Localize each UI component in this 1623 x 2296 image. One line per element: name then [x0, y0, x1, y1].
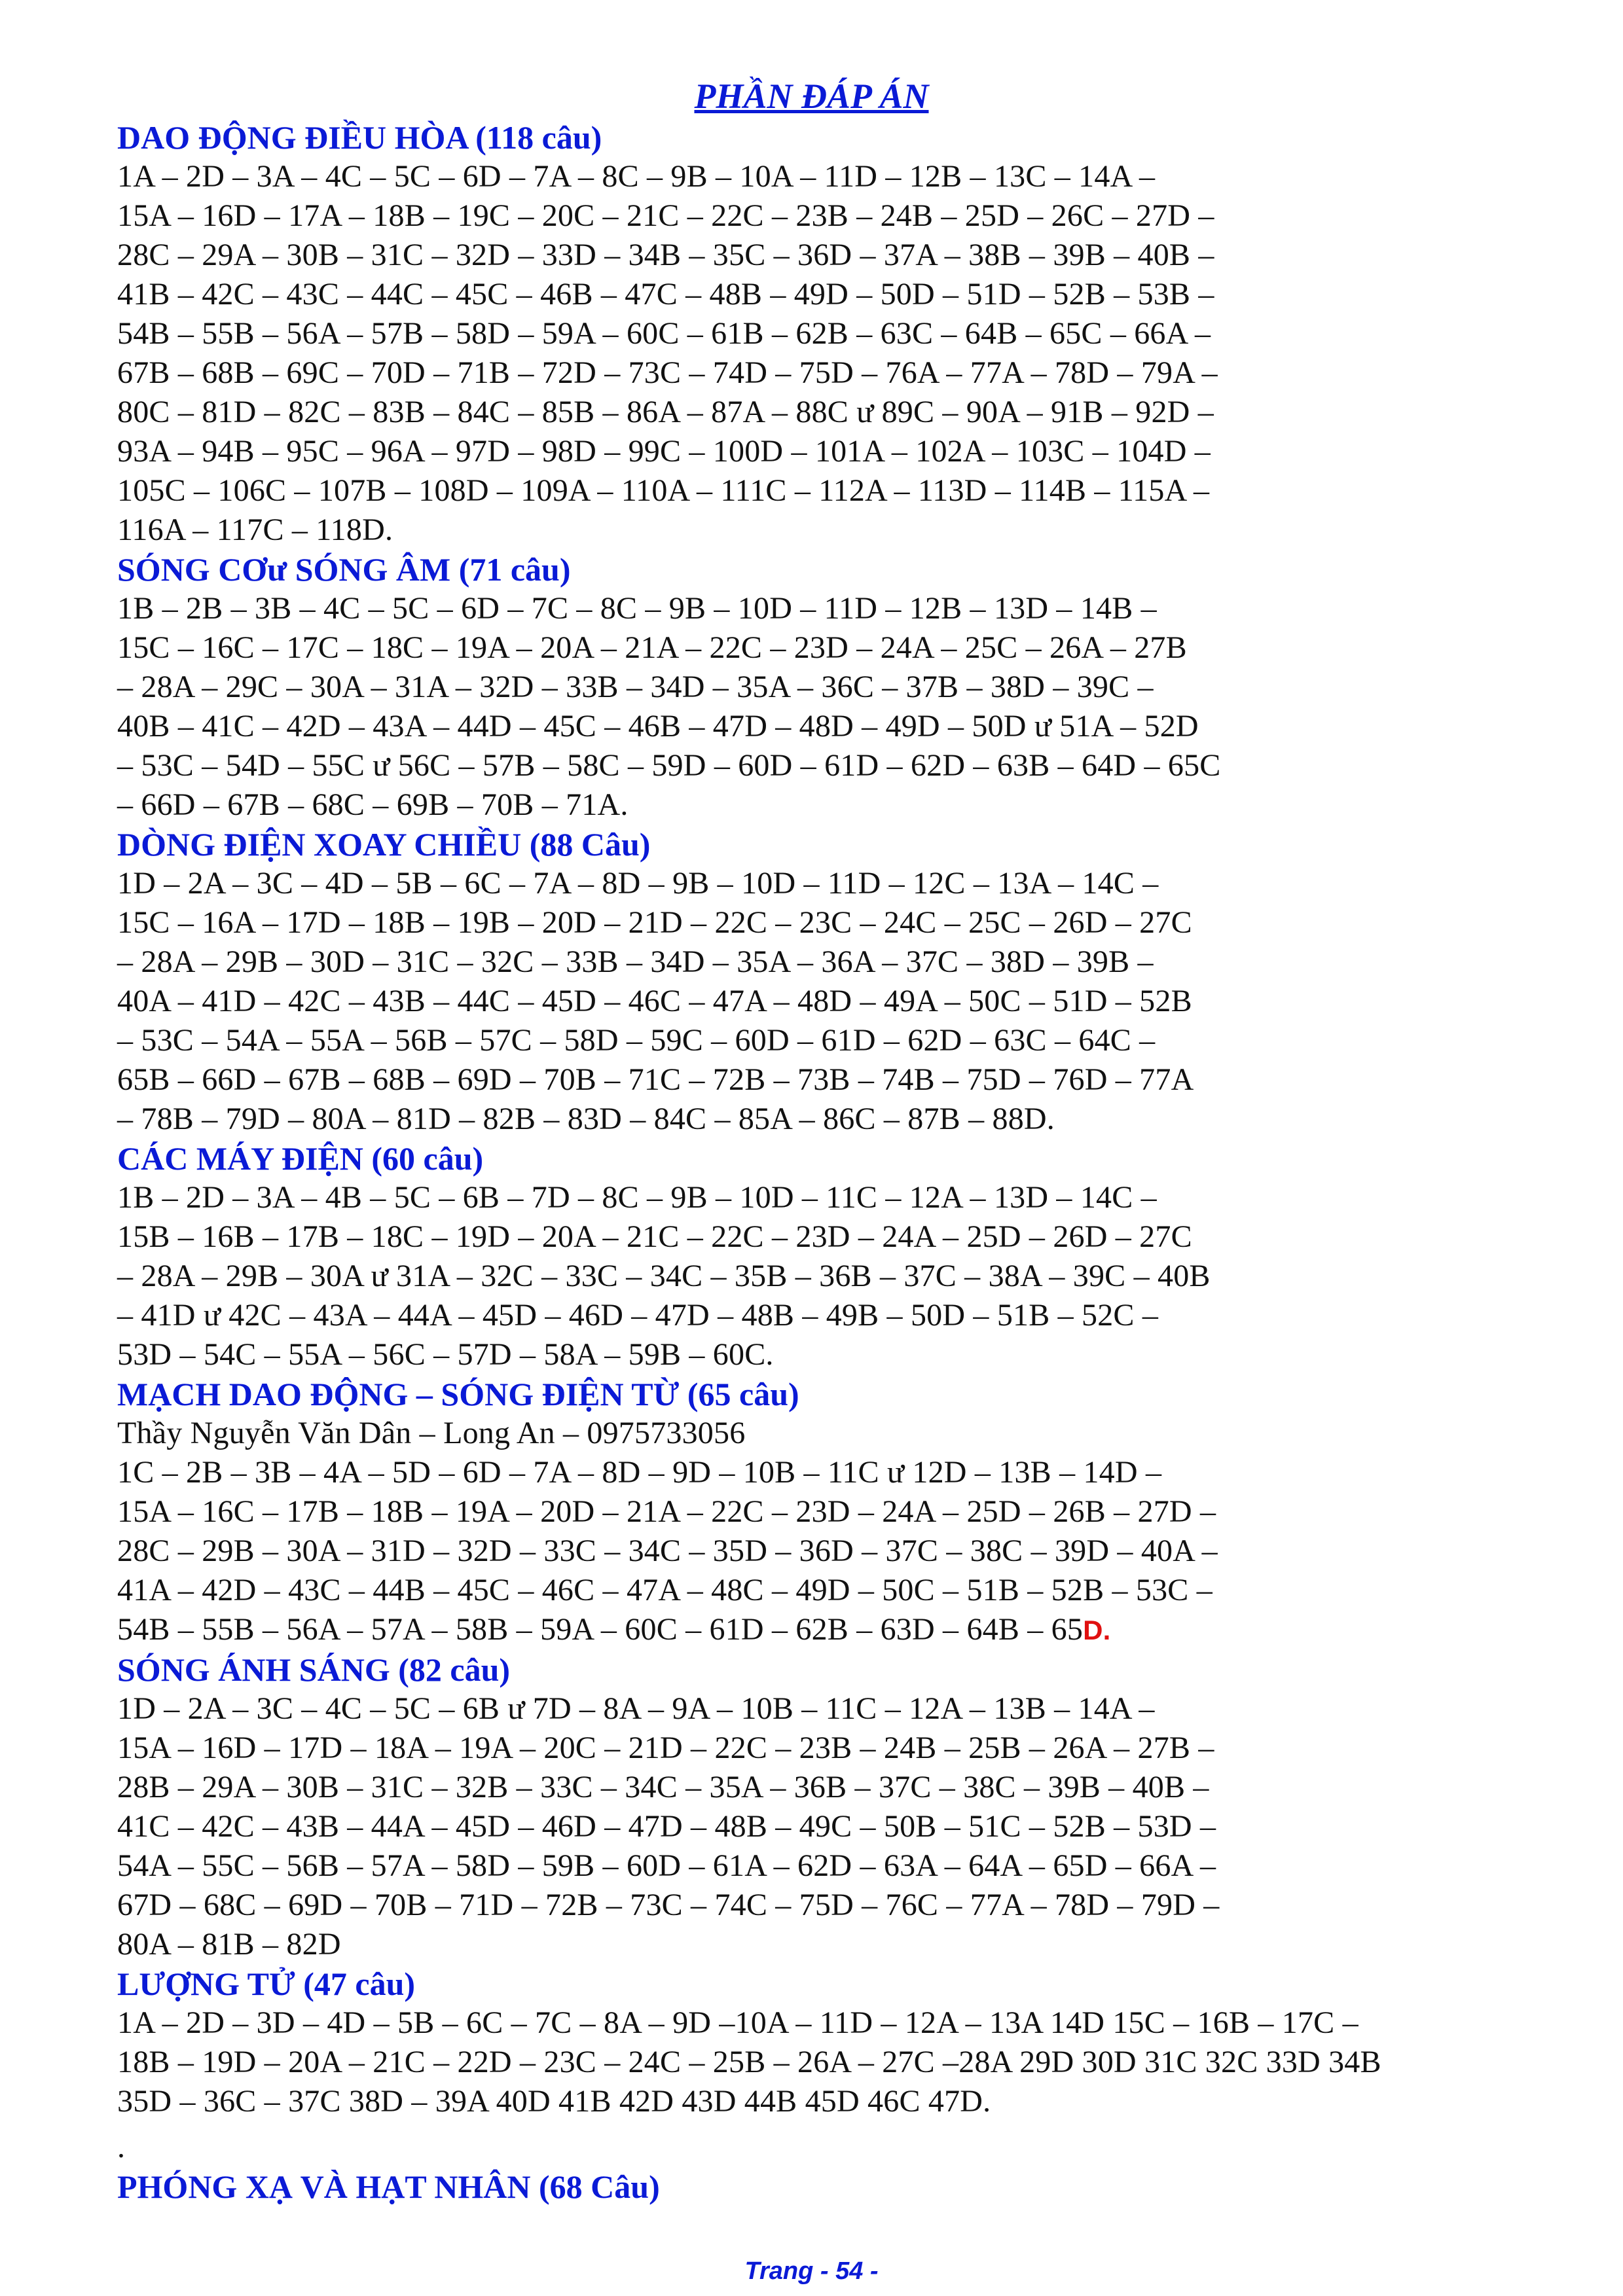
page-title: PHẦN ĐÁP ÁN	[694, 77, 929, 116]
page-footer: Trang - 54 -	[744, 2257, 879, 2285]
section-dao-dong-dieu-hoa	[117, 118, 1577, 550]
answer-line: 1B – 2D – 3A – 4B – 5C – 6B – 7D – 8C – 9B – 10D – 11C – 12A – 13D – 14C –	[117, 1180, 1157, 1215]
answer-line: 28B – 29A – 30B – 31C – 32B – 33C – 34C – 35A – 36B – 37C – 38C – 39B – 40B –	[117, 1770, 1209, 1804]
answer-line: – 28A – 29B – 30A ư 31A – 32C – 33C – 34C – 35B – 36B – 37C – 38A – 39C – 40B	[117, 1259, 1211, 1293]
answer-line: 15A – 16D – 17A – 18B – 19C – 20C – 21C – 22C – 23B – 24B – 25D – 26C – 27D –	[117, 198, 1214, 233]
answer-line: 1B – 2B – 3B – 4C – 5C – 6D – 7C – 8C – 9B – 10D – 11D – 12B – 13D – 14B –	[117, 591, 1157, 626]
answer-line: 1C – 2B – 3B – 4A – 5D – 6D – 7A – 8D – 9D – 10B – 11C ư 12D – 13B – 14D –	[117, 1455, 1162, 1490]
answer-line: 40B – 41C – 42D – 43A – 44D – 45C – 46B – 47D – 48D – 49D – 50D ư 51A – 52D	[117, 709, 1199, 744]
section-luong-tu	[117, 1964, 1577, 2167]
answer-line: – 53C – 54D – 55C ư 56C – 57B – 58C – 59D – 60D – 61D – 62D – 63B – 64D – 65C	[117, 748, 1221, 783]
section-heading: MẠCH DAO ĐỘNG – SÓNG ĐIỆN TỪ (65 câu)	[117, 1376, 799, 1412]
section-dong-dien-xoay-chieu	[117, 825, 1577, 1139]
answer-line: 15C – 16A – 17D – 18B – 19B – 20D – 21D – 22C – 23C – 24C – 25C – 26D – 27C	[117, 905, 1192, 940]
answer-line: 1A – 2D – 3D – 4D – 5B – 6C – 7C – 8A – 9D –10A – 11D – 12A – 13A 14D 15C – 16B – 17C –	[117, 2005, 1359, 2040]
answer-line: – 28A – 29C – 30A – 31A – 32D – 33B – 34D – 35A – 36C – 37B – 38D – 39C –	[117, 670, 1154, 704]
answer-line: 116A – 117C – 118D.	[117, 512, 393, 547]
answer-line: 41A – 42D – 43C – 44B – 45C – 46C – 47A – 48C – 49D – 50C – 51B – 52B – 53C –	[117, 1573, 1213, 1607]
section-song-anh-sang	[117, 1650, 1577, 1964]
answer-line: 80A – 81B – 82D	[117, 1927, 341, 1962]
answer-line-text: 54B – 55B – 56A – 57A – 58B – 59A – 60C – 61D – 62B – 63D – 64B – 65	[117, 1612, 1084, 1647]
answer-line: 15A – 16D – 17D – 18A – 19A – 20C – 21D – 22C – 23B – 24B – 25B – 26A – 27B –	[117, 1731, 1214, 1765]
section-heading: CÁC MÁY ĐIỆN (60 câu)	[117, 1140, 484, 1177]
stray-dot: .	[117, 2130, 125, 2164]
answer-line: 18B – 19D – 20A – 21C – 22D – 23C – 24C – 25B – 26A – 27C –28A 29D 30D 31C 32C 33D 34B	[117, 2045, 1381, 2079]
answer-line: 15A – 16C – 17B – 18B – 19A – 20D – 21A – 22C – 23D – 24A – 25D – 26B – 27D –	[117, 1494, 1216, 1529]
answer-line: 28C – 29B – 30A – 31D – 32D – 33C – 34C – 35D – 36D – 37C – 38C – 39D – 40A –	[117, 1534, 1218, 1568]
answer-line: – 66D – 67B – 68C – 69B – 70B – 71A.	[117, 787, 629, 822]
answer-line: 1D – 2A – 3C – 4D – 5B – 6C – 7A – 8D – 9B – 10D – 11D – 12C – 13A – 14C –	[117, 866, 1159, 901]
answer-line: 1A – 2D – 3A – 4C – 5C – 6D – 7A – 8C – 9B – 10A – 11D – 12B – 13C – 14A –	[117, 159, 1156, 194]
answer-line: 15B – 16B – 17B – 18C – 19D – 20A – 21C – 22C – 23D – 24A – 25D – 26D – 27C	[117, 1219, 1192, 1254]
answer-line: 41C – 42C – 43B – 44A – 45D – 46D – 47D – 48B – 49C – 50B – 51C – 52B – 53D –	[117, 1809, 1216, 1844]
answer-line: 35D – 36C – 37C 38D – 39A 40D 41B 42D 43D 44B 45D 46C 47D.	[117, 2084, 991, 2119]
section-heading: DAO ĐỘNG ĐIỀU HÒA (118 câu)	[117, 119, 602, 156]
highlighted-answer: D.	[1083, 1615, 1111, 1645]
answer-line: 53D – 54C – 55A – 56C – 57D – 58A – 59B – 60C.	[117, 1337, 774, 1372]
answer-line: – 78B – 79D – 80A – 81D – 82B – 83D – 84C – 85A – 86C – 87B – 88D.	[117, 1102, 1055, 1136]
section-heading: DÒNG ĐIỆN XOAY CHIỀU (88 Câu)	[117, 826, 651, 863]
author-line: Thầy Nguyễn Văn Dân – Long An – 0975733056	[117, 1416, 746, 1450]
section-mach-dao-dong	[117, 1374, 1577, 1650]
answer-line: 28C – 29A – 30B – 31C – 32D – 33D – 34B – 35C – 36D – 37A – 38B – 39B – 40B –	[117, 238, 1214, 272]
answer-line: 80C – 81D – 82C – 83B – 84C – 85B – 86A – 87A – 88C ư 89C – 90A – 91B – 92D –	[117, 395, 1214, 429]
section-heading: LƯỢNG TỬ (47 câu)	[117, 1965, 416, 2002]
section-cac-may-dien	[117, 1139, 1577, 1374]
answer-line: 67B – 68B – 69C – 70D – 71B – 72D – 73C – 74D – 75D – 76A – 77A – 78D – 79A –	[117, 355, 1218, 390]
answer-line: 15C – 16C – 17C – 18C – 19A – 20A – 21A – 22C – 23D – 24A – 25C – 26A – 27B	[117, 630, 1187, 665]
section-heading: SÓNG CƠư SÓNG ÂM (71 câu)	[117, 551, 571, 588]
answer-line: 93A – 94B – 95C – 96A – 97D – 98D – 99C – 100D – 101A – 102A – 103C – 104D –	[117, 434, 1211, 469]
answer-line: 54B – 55B – 56A – 57B – 58D – 59A – 60C – 61B – 62B – 63C – 64B – 65C – 66A –	[117, 316, 1211, 351]
answer-line: 40A – 41D – 42C – 43B – 44C – 45D – 46C – 47A – 48D – 49A – 50C – 51D – 52B	[117, 984, 1192, 1018]
answer-line: – 28A – 29B – 30D – 31C – 32C – 33B – 34D – 35A – 36A – 37C – 38D – 39B –	[117, 944, 1154, 979]
section-heading: PHÓNG XẠ VÀ HẠT NHÂN (68 Câu)	[117, 2168, 660, 2205]
answer-line: 41B – 42C – 43C – 44C – 45C – 46B – 47C – 48B – 49D – 50D – 51D – 52B – 53B –	[117, 277, 1214, 312]
answer-line: – 41D ư 42C – 43A – 44A – 45D – 46D – 47D – 48B – 49B – 50D – 51B – 52C –	[117, 1298, 1159, 1333]
answer-key-content	[117, 118, 1577, 2206]
section-song-co	[117, 550, 1577, 825]
answer-line: 105C – 106C – 107B – 108D – 109A – 110A – 111C – 112A – 113D – 114B – 115A –	[117, 473, 1210, 508]
answer-line-last	[117, 1610, 1577, 1650]
answer-line: 65B – 66D – 67B – 68B – 69D – 70B – 71C – 72B – 73B – 74B – 75D – 76D – 77A	[117, 1062, 1194, 1097]
answer-line: 67D – 68C – 69D – 70B – 71D – 72B – 73C – 74C – 75D – 76C – 77A – 78D – 79D –	[117, 1888, 1220, 1922]
section-phong-xa	[117, 2167, 1577, 2206]
section-heading: SÓNG ÁNH SÁNG (82 câu)	[117, 1651, 511, 1688]
answer-line: 1D – 2A – 3C – 4C – 5C – 6B ư 7D – 8A – 9A – 10B – 11C – 12A – 13B – 14A –	[117, 1691, 1155, 1726]
answer-line: – 53C – 54A – 55A – 56B – 57C – 58D – 59C – 60D – 61D – 62D – 63C – 64C –	[117, 1023, 1156, 1058]
answer-line: 54A – 55C – 56B – 57A – 58D – 59B – 60D – 61A – 62D – 63A – 64A – 65D – 66A –	[117, 1848, 1216, 1883]
